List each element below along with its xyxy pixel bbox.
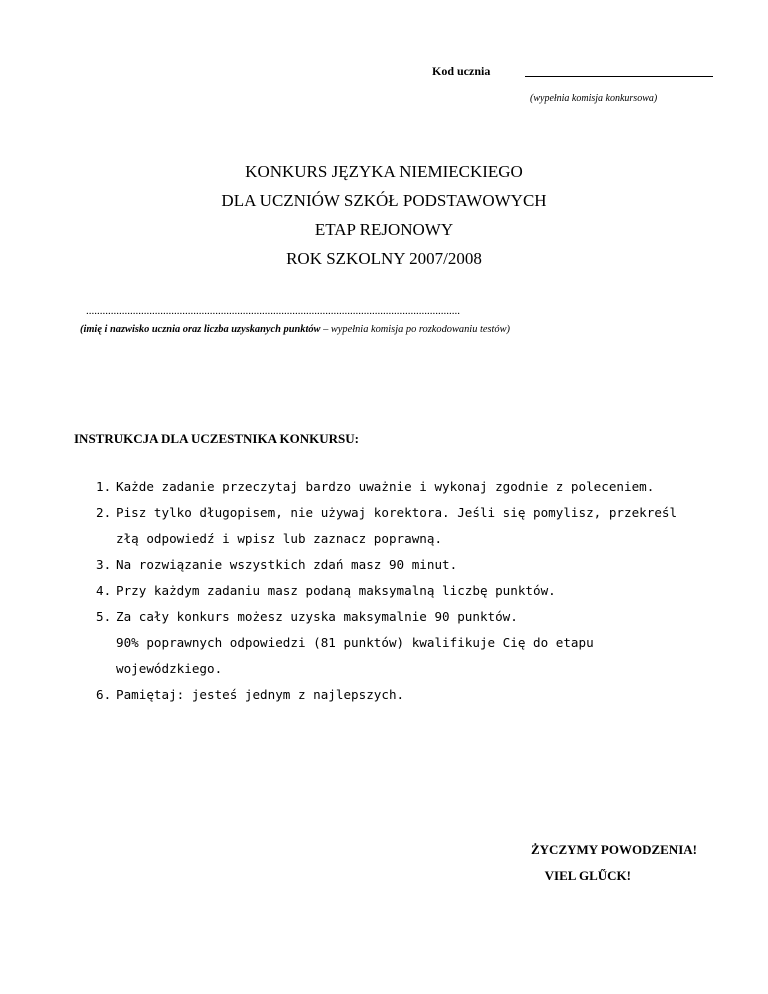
instruction-number: 6. [96, 687, 112, 702]
instructions-list [96, 474, 696, 708]
name-dotted-field[interactable]: ........................................................................................................................................ [86, 305, 460, 317]
instruction-text-line: Pisz tylko długopisem, nie używaj korektora. Jeśli się pomylisz, przekreśl [116, 505, 678, 520]
instruction-item [96, 604, 696, 682]
name-hint-bold: (imię i nazwisko ucznia oraz liczba uzyskanych punktów [80, 324, 321, 335]
student-code-field[interactable] [525, 76, 713, 77]
instruction-item [96, 578, 696, 604]
instruction-number: 3. [96, 557, 112, 572]
instruction-item [96, 500, 696, 552]
instruction-number: 4. [96, 583, 112, 598]
student-code-hint: (wypełnia komisja konkursowa) [530, 93, 658, 104]
instruction-item [96, 474, 696, 500]
title-line-4: ROK SZKOLNY 2007/2008 [286, 249, 482, 268]
instruction-text-line: Na rozwiązanie wszystkich zdań masz 90 minut. [116, 557, 458, 572]
instruction-text-line: złą odpowiedź i wpisz lub zaznacz poprawną. [116, 531, 443, 546]
wish-polish: ŻYCZYMY POWODZENIA! [531, 842, 697, 857]
instruction-text-line: Za cały konkurs możesz uzyska maksymalnie 90 punktów. [116, 609, 518, 624]
student-code-label: Kod ucznia [432, 64, 491, 78]
title-line-3: ETAP REJONOWY [314, 220, 454, 239]
instruction-number: 5. [96, 609, 112, 624]
instruction-item [96, 682, 696, 708]
instruction-text-line: Pamiętaj: jesteś jednym z najlepszych. [116, 687, 405, 702]
instruction-text-line: Każde zadanie przeczytaj bardzo uważnie i wykonaj zgodnie z poleceniem. [116, 479, 655, 494]
instruction-text-line: wojewódzkiego. [116, 661, 223, 676]
instruction-number: 1. [96, 479, 112, 494]
instruction-item [96, 552, 696, 578]
wish-german: VIEL GLŰCK! [544, 868, 631, 883]
name-hint-rest: – wypełnia komisja po rozkodowaniu testów) [320, 324, 511, 335]
instruction-text-line: 90% poprawnych odpowiedzi (81 punktów) kwalifikuje Cię do etapu [116, 635, 594, 650]
instruction-text-line: Przy każdym zadaniu masz podaną maksymalną liczbę punktów. [116, 583, 556, 598]
name-field-hint [80, 324, 510, 335]
title-line-1: KONKURS JĘZYKA NIEMIECKIEGO [245, 162, 523, 181]
instructions-heading: INSTRUKCJA DLA UCZESTNIKA KONKURSU: [74, 431, 359, 446]
instruction-number: 2. [96, 505, 112, 520]
title-line-2: DLA UCZNIÓW SZKÓŁ PODSTAWOWYCH [221, 191, 547, 210]
